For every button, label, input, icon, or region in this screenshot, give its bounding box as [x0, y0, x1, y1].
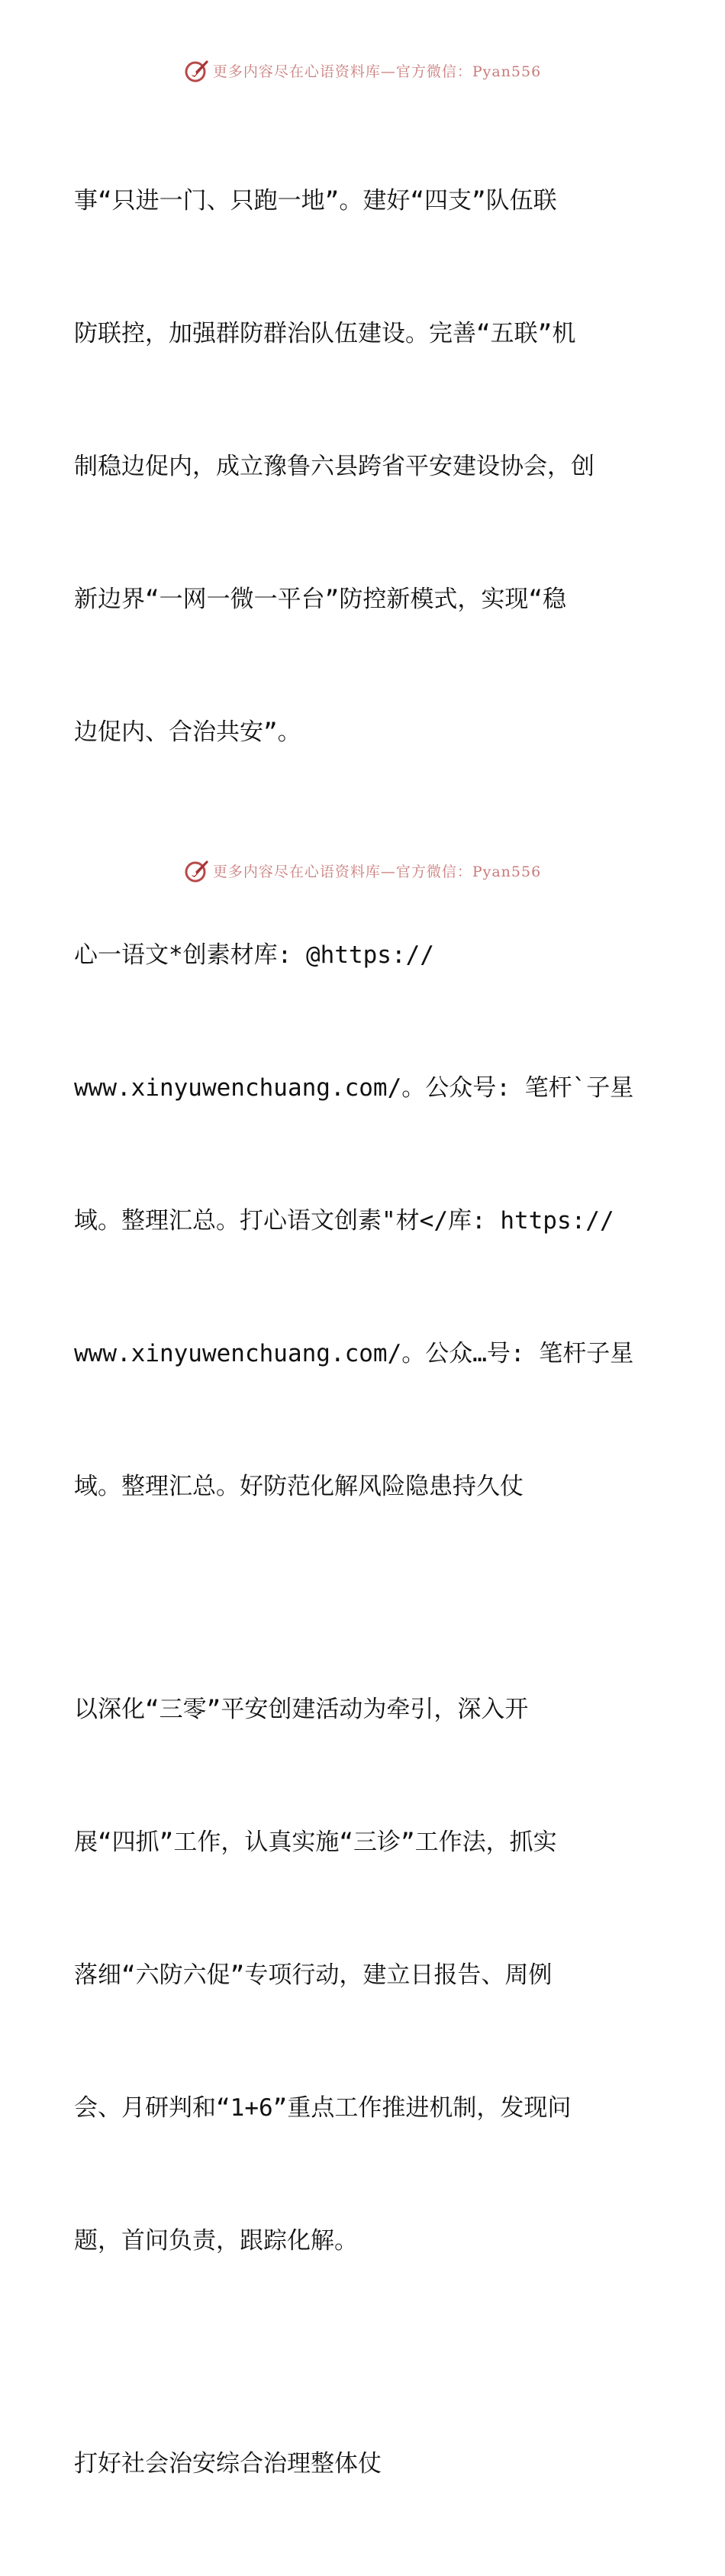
paragraph-1 [74, 90, 654, 843]
text-line: 展“四抓”工作，认真实施“三诊”工作法，抓实 [74, 1829, 557, 1856]
text-line: 会、月研判和“1+6”重点工作推进机制，发现问 [74, 2094, 572, 2122]
footer-banner [0, 855, 725, 886]
paragraph-3 [74, 1599, 654, 2352]
text-line: 边促内、合治共安”。 [74, 718, 301, 746]
quill-logo-icon [184, 857, 210, 883]
banner-text: 更多内容尽在心语资料库—官方微信：Pyan556 [212, 863, 542, 880]
text-line: www.xinyuwenchuang.com/。公众号: 笔杆`子星 [74, 1074, 634, 1102]
banner-text: 更多内容尽在心语资料库—官方微信：Pyan556 [212, 63, 542, 80]
document-body [74, 90, 654, 2576]
text-line: 心一语文*创素材库: @https:// [74, 941, 434, 969]
paragraph-2 [74, 844, 654, 1597]
quill-logo-icon [184, 57, 210, 83]
text-line: 域。整理汇总。好防范化解风险隐患持久仗 [74, 1473, 524, 1500]
text-line: www.xinyuwenchuang.com/。公众…号: 笔杆子星 [74, 1340, 634, 1367]
text-line: 事“只进一门、只跑一地”。建好“四支”队伍联 [74, 187, 557, 215]
text-line: 制稳边促内，成立豫鲁六县跨省平安建设协会，创 [74, 453, 594, 480]
text-line: 防联控，加强群防群治队伍建设。完善“五联”机 [74, 320, 576, 347]
text-line: 题，首问负责，跟踪化解。 [74, 2227, 358, 2255]
text-line: 打好社会治安综合治理整体仗 [74, 2450, 382, 2478]
section-heading [74, 2353, 654, 2574]
text-line: 落细“六防六促”专项行动，建立日报告、周例 [74, 1961, 553, 1989]
text-line: 以深化“三零”平安创建活动为牵引，深入开 [74, 1696, 529, 1723]
text-line: 域。整理汇总。打心语文创素"材</库: https:// [74, 1207, 614, 1235]
header-banner [0, 55, 725, 86]
text-line: 新边界“一网一微一平台”防控新模式，实现“稳 [74, 586, 566, 613]
